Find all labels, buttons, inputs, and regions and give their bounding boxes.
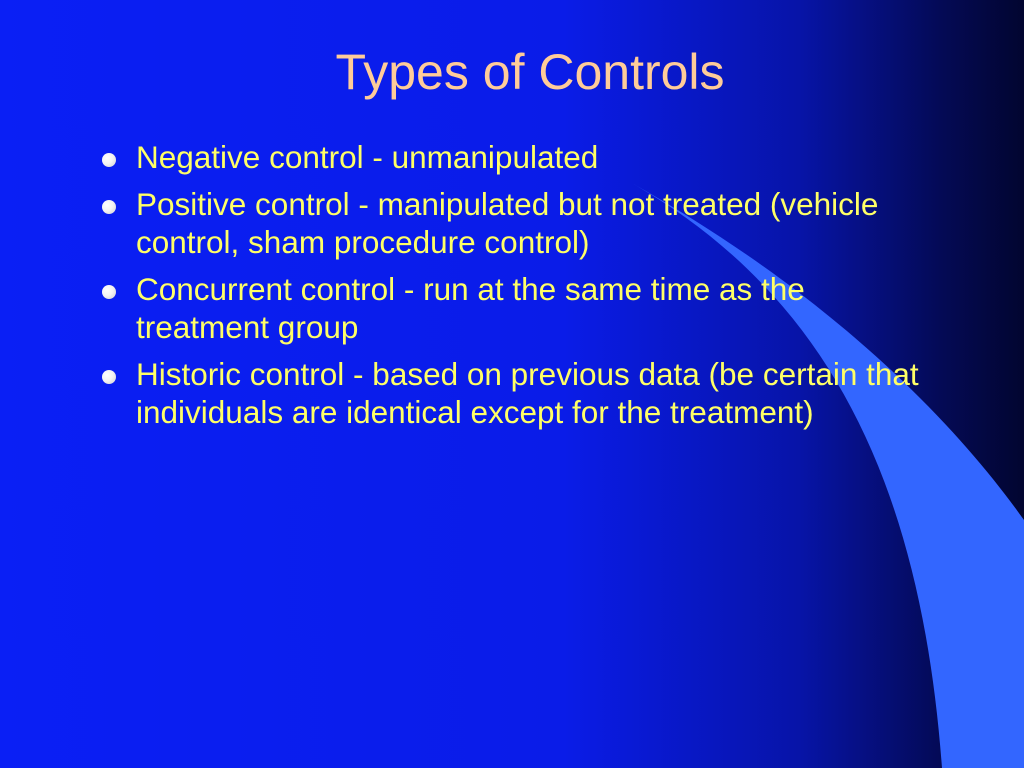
bullet-list xyxy=(100,138,930,440)
bullet-text: Negative control - unmanipulated xyxy=(136,139,599,175)
bullet-dot-icon xyxy=(102,370,116,384)
bullet-item xyxy=(100,270,930,346)
bullet-dot-icon xyxy=(102,200,116,214)
bullet-item xyxy=(100,355,930,431)
bullet-text: Historic control - based on previous data (be certain that individuals are identical except for the treatment) xyxy=(136,356,919,430)
slide-title: Types of Controls xyxy=(335,44,725,100)
bullet-text: Positive control - manipulated but not treated (vehicle control, sham procedure control) xyxy=(136,186,879,260)
bullet-dot-icon xyxy=(102,285,116,299)
bullet-item xyxy=(100,138,930,176)
bullet-text: Concurrent control - run at the same time as the treatment group xyxy=(136,271,805,345)
bullet-dot-icon xyxy=(102,153,116,167)
bullet-item xyxy=(100,185,930,261)
